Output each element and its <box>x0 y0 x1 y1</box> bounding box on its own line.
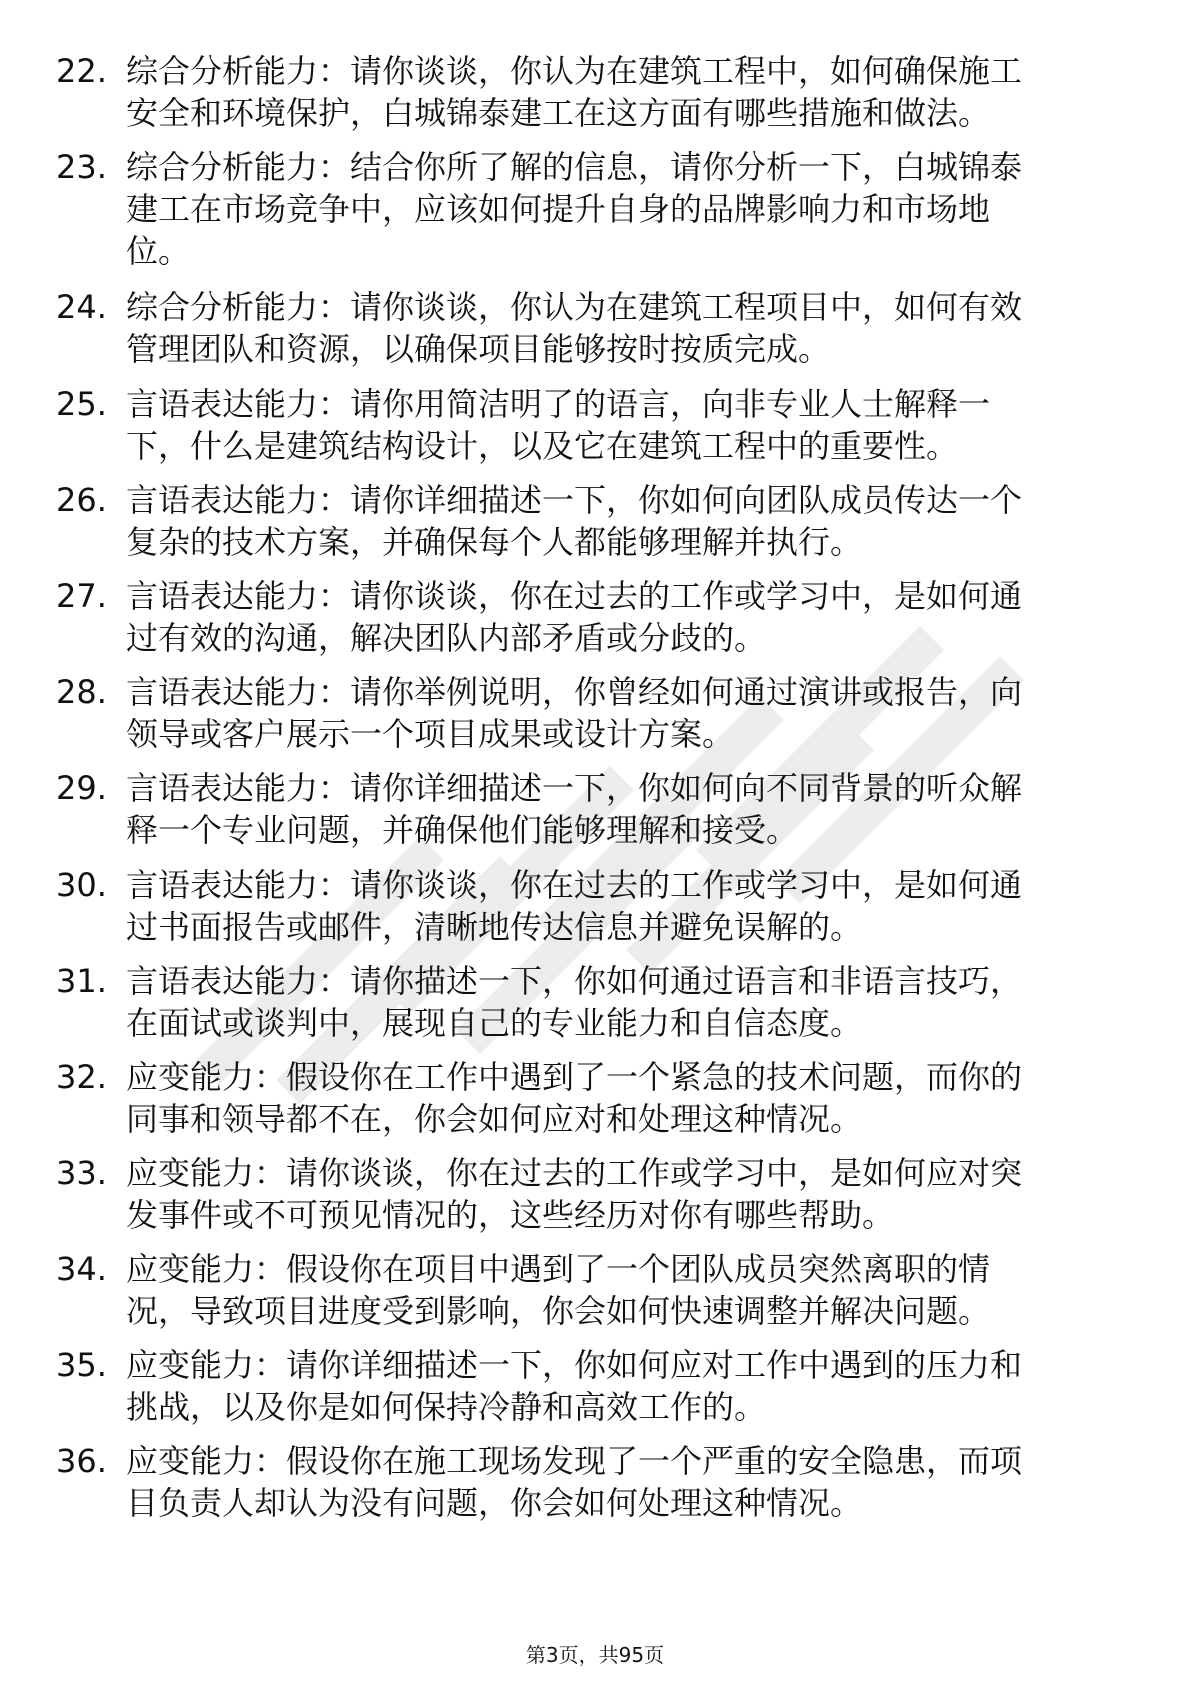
question-text <box>126 286 1126 370</box>
question-text-line: 应变能力：假设你在施工现场发现了一个严重的安全隐患，而项 <box>126 1442 1023 1480</box>
question-text-line: 言语表达能力：请你描述一下，你如何通过语言和非语言技巧， <box>126 962 1023 1000</box>
question-text <box>126 1152 1126 1236</box>
question-number: 26. <box>56 481 107 519</box>
question-text <box>126 50 1126 134</box>
question-text-line: 言语表达能力：请你举例说明，你曾经如何通过演讲或报告，向 <box>126 673 1023 711</box>
question-text <box>126 1440 1126 1524</box>
question-text <box>126 146 1126 272</box>
question-text-line: 发事件或不可预见情况的，这些经历对你有哪些帮助。 <box>126 1196 895 1234</box>
question-number: 32. <box>56 1058 107 1096</box>
question-text-line: 应变能力：假设你在项目中遇到了一个团队成员突然离职的情 <box>126 1250 991 1288</box>
question-text <box>126 575 1126 659</box>
question-number: 35. <box>56 1346 107 1384</box>
question-number: 36. <box>56 1442 107 1480</box>
question-text-line: 目负责人却认为没有问题，你会如何处理这种情况。 <box>126 1484 863 1522</box>
question-text-line: 言语表达能力：请你谈谈，你在过去的工作或学习中，是如何通 <box>126 866 1023 904</box>
question-text-line: 应变能力：请你详细描述一下，你如何应对工作中遇到的压力和 <box>126 1346 1023 1384</box>
question-number: 22. <box>56 52 107 90</box>
question-text-line: 言语表达能力：请你用简洁明了的语言，向非专业人士解释一 <box>126 385 991 423</box>
question-text-line: 释一个专业问题，并确保他们能够理解和接受。 <box>126 811 799 849</box>
question-number: 31. <box>56 962 107 1000</box>
question-text-line: 挑战，以及你是如何保持冷静和高效工作的。 <box>126 1388 767 1426</box>
page-footer: 第3页，共95页 <box>525 1643 665 1667</box>
question-number: 24. <box>56 288 107 326</box>
question-number: 27. <box>56 577 107 615</box>
question-text-line: 言语表达能力：请你详细描述一下，你如何向团队成员传达一个 <box>126 481 1023 519</box>
question-number: 34. <box>56 1250 107 1288</box>
question-text <box>126 383 1126 467</box>
question-number: 33. <box>56 1154 107 1192</box>
question-text-line: 综合分析能力：请你谈谈，你认为在建筑工程项目中，如何有效 <box>126 288 1023 326</box>
question-text <box>126 1056 1126 1140</box>
question-text-line: 言语表达能力：请你详细描述一下，你如何向不同背景的听众解 <box>126 769 1023 807</box>
question-number: 25. <box>56 385 107 423</box>
question-text-line: 过有效的沟通，解决团队内部矛盾或分歧的。 <box>126 619 767 657</box>
question-number: 23. <box>56 148 107 186</box>
question-text-line: 应变能力：假设你在工作中遇到了一个紧急的技术问题，而你的 <box>126 1058 1023 1096</box>
question-text-line: 同事和领导都不在，你会如何应对和处理这种情况。 <box>126 1100 863 1138</box>
question-text <box>126 671 1126 755</box>
question-text <box>126 864 1126 948</box>
question-text <box>126 960 1126 1044</box>
question-text-line: 综合分析能力：请你谈谈，你认为在建筑工程中，如何确保施工 <box>126 52 1023 90</box>
question-text-line: 领导或客户展示一个项目成果或设计方案。 <box>126 715 735 753</box>
question-text <box>126 767 1126 851</box>
question-number: 29. <box>56 769 107 807</box>
question-text-line: 下，什么是建筑结构设计，以及它在建筑工程中的重要性。 <box>126 427 959 465</box>
question-text-line: 应变能力：请你谈谈，你在过去的工作或学习中，是如何应对突 <box>126 1154 1023 1192</box>
question-text-line: 管理团队和资源，以确保项目能够按时按质完成。 <box>126 330 831 368</box>
question-text-line: 综合分析能力：结合你所了解的信息，请你分析一下，白城锦泰 <box>126 148 1023 186</box>
question-text-line: 过书面报告或邮件，清晰地传达信息并避免误解的。 <box>126 908 863 946</box>
question-text-line: 在面试或谈判中，展现自己的专业能力和自信态度。 <box>126 1004 863 1042</box>
question-text <box>126 479 1126 563</box>
question-text-line: 况，导致项目进度受到影响，你会如何快速调整并解决问题。 <box>126 1292 991 1330</box>
question-text <box>126 1248 1126 1332</box>
question-number: 28. <box>56 673 107 711</box>
question-number: 30. <box>56 866 107 904</box>
question-text <box>126 1344 1126 1428</box>
question-text-line: 言语表达能力：请你谈谈，你在过去的工作或学习中，是如何通 <box>126 577 1023 615</box>
question-text-line: 建工在市场竞争中，应该如何提升自身的品牌影响力和市场地 <box>126 190 991 228</box>
question-text-line: 复杂的技术方案，并确保每个人都能够理解并执行。 <box>126 523 863 561</box>
question-text-line: 位。 <box>126 232 191 270</box>
question-text-line: 安全和环境保护，白城锦泰建工在这方面有哪些措施和做法。 <box>126 94 991 132</box>
